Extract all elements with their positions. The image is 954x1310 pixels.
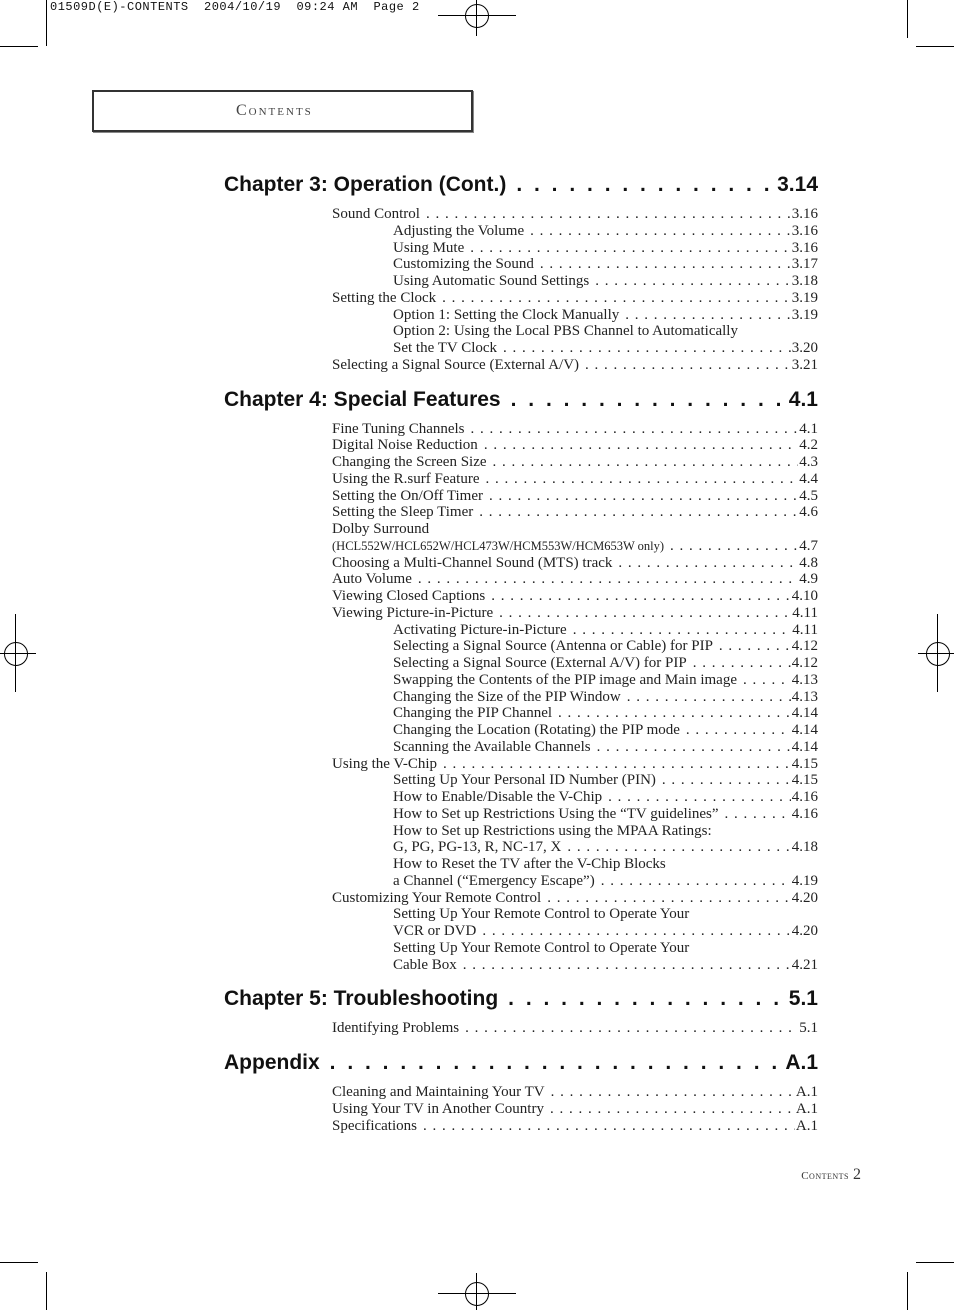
toc-entry[interactable] bbox=[224, 571, 818, 588]
toc-entry-page: 4.6 bbox=[799, 504, 818, 521]
toc-entry-page: A.1 bbox=[795, 1100, 818, 1117]
dot-leader bbox=[489, 488, 798, 505]
toc-entry-page: 4.12 bbox=[791, 655, 818, 671]
dot-leader bbox=[493, 454, 799, 471]
toc-entry-title: Option 2: Using the Local PBS Channel to Automatically bbox=[393, 323, 738, 340]
toc-entry-page: 3.21 bbox=[791, 356, 818, 373]
dot-leader bbox=[743, 672, 791, 689]
chapter-entries bbox=[224, 1020, 818, 1037]
dot-leader bbox=[547, 890, 791, 907]
toc-entry-page: 3.17 bbox=[791, 256, 818, 273]
toc-entry-title: Changing the Location (Rotating) the PIP mode bbox=[393, 722, 680, 738]
toc-entry[interactable] bbox=[224, 1084, 818, 1101]
toc-entry[interactable] bbox=[224, 756, 818, 773]
dot-leader bbox=[330, 1048, 784, 1078]
chapter-page-number: 3.14 bbox=[777, 173, 818, 196]
dot-leader bbox=[516, 170, 775, 200]
dot-leader bbox=[465, 1020, 798, 1037]
toc-entry-title: G, PG, PG-13, R, NC-17, X bbox=[393, 839, 562, 856]
toc-entry-page: 4.19 bbox=[791, 872, 818, 889]
toc-entry-title: Choosing a Multi-Channel Sound (MTS) track bbox=[332, 554, 613, 571]
toc-entry[interactable] bbox=[224, 421, 818, 438]
toc-entry-page: 4.14 bbox=[791, 705, 818, 722]
toc-entry-page: 4.13 bbox=[791, 688, 818, 705]
toc-entry[interactable] bbox=[224, 471, 818, 488]
dot-leader bbox=[567, 839, 790, 856]
toc-entry-title: Setting Up Your Remote Control to Operate Your bbox=[393, 906, 690, 923]
toc-entry-page: 4.11 bbox=[792, 621, 818, 638]
dot-leader bbox=[601, 873, 791, 890]
toc-entry[interactable] bbox=[224, 940, 818, 957]
dot-leader bbox=[491, 588, 790, 605]
toc-entry[interactable] bbox=[224, 240, 818, 257]
toc-entry-page: 3.20 bbox=[791, 340, 818, 356]
toc-entry-title: Setting the Sleep Timer bbox=[332, 504, 474, 521]
dot-leader bbox=[551, 1084, 795, 1101]
toc-entry-page: 4.14 bbox=[791, 738, 818, 755]
toc-entry[interactable] bbox=[224, 504, 818, 521]
toc-entry-title: VCR or DVD bbox=[393, 923, 477, 939]
toc-entry-title: Using the V-Chip bbox=[332, 755, 438, 772]
toc-entry-page: 3.19 bbox=[791, 306, 818, 323]
toc-entry[interactable] bbox=[224, 873, 818, 890]
toc-entry-title: Adjusting the Volume bbox=[393, 222, 525, 239]
toc-entry-page: 4.15 bbox=[791, 755, 818, 772]
toc-entry[interactable] bbox=[224, 340, 818, 357]
dot-leader bbox=[597, 739, 791, 756]
toc-entry[interactable] bbox=[224, 890, 818, 907]
toc-entry-title: Viewing Picture-in-Picture bbox=[332, 604, 494, 621]
dot-leader bbox=[719, 638, 791, 655]
dot-leader bbox=[550, 1101, 795, 1118]
toc-entry-title: Selecting a Signal Source (Antenna or Cable) for PIP bbox=[393, 638, 713, 655]
dot-leader bbox=[479, 504, 798, 521]
toc-entry[interactable] bbox=[224, 856, 818, 873]
chapter-heading[interactable] bbox=[224, 385, 818, 415]
toc-entry-title: Set the TV Clock bbox=[393, 340, 498, 356]
toc-entry-title: Using Your TV in Another Country bbox=[332, 1100, 544, 1117]
chapter-heading[interactable] bbox=[224, 984, 818, 1014]
dot-leader bbox=[499, 605, 791, 622]
table-of-contents bbox=[224, 170, 818, 1145]
toc-entry[interactable] bbox=[224, 622, 818, 639]
toc-entry-page: 4.12 bbox=[791, 638, 818, 655]
toc-entry[interactable] bbox=[224, 1101, 818, 1118]
dot-leader bbox=[670, 538, 798, 555]
dot-leader bbox=[418, 571, 798, 588]
toc-entry-page: 4.9 bbox=[799, 571, 818, 588]
dot-leader bbox=[442, 290, 791, 307]
toc-entry-page: 4.7 bbox=[799, 537, 818, 554]
toc-entry[interactable] bbox=[224, 906, 818, 923]
toc-entry[interactable] bbox=[224, 638, 818, 655]
toc-entry-page: 5.1 bbox=[799, 1020, 818, 1037]
dot-leader bbox=[558, 705, 791, 722]
toc-entry-page: 4.11 bbox=[792, 604, 818, 621]
toc-entry[interactable] bbox=[224, 488, 818, 505]
toc-entry[interactable] bbox=[224, 437, 818, 454]
toc-entry[interactable] bbox=[224, 357, 818, 374]
toc-entry[interactable] bbox=[224, 256, 818, 273]
chapter-title: Chapter 4: Special Features bbox=[224, 387, 501, 411]
toc-entry-page: 3.16 bbox=[791, 222, 818, 239]
toc-entry-title: How to Enable/Disable the V-Chip bbox=[393, 789, 603, 805]
toc-entry-title: Cable Box bbox=[393, 956, 457, 973]
toc-entry-title: Sound Control bbox=[332, 206, 420, 222]
dot-leader bbox=[595, 273, 790, 290]
toc-entry[interactable] bbox=[224, 705, 818, 722]
toc-entry-page: 4.2 bbox=[799, 437, 818, 454]
toc-entry[interactable] bbox=[224, 290, 818, 307]
toc-entry-title: Dolby Surround bbox=[332, 521, 430, 537]
toc-entry[interactable] bbox=[224, 1118, 818, 1135]
toc-entry-page: 3.18 bbox=[791, 273, 818, 289]
chapter-page-number: A.1 bbox=[785, 1051, 818, 1074]
dot-leader bbox=[530, 223, 791, 240]
toc-entry-page: 4.15 bbox=[791, 772, 818, 789]
toc-entry[interactable] bbox=[224, 722, 818, 739]
dot-leader bbox=[511, 385, 787, 415]
dot-leader bbox=[508, 984, 787, 1014]
toc-entry-title: Using the R.surf Feature bbox=[332, 470, 480, 487]
dot-leader bbox=[423, 1118, 795, 1135]
toc-entry-title: How to Set up Restrictions Using the “TV guidelines” bbox=[393, 805, 719, 822]
chapter-entries bbox=[224, 206, 818, 374]
toc-entry-page: 4.20 bbox=[791, 923, 818, 939]
dot-leader bbox=[662, 772, 791, 789]
toc-entry[interactable] bbox=[224, 538, 818, 555]
dot-leader bbox=[463, 957, 791, 974]
dot-leader bbox=[485, 471, 798, 488]
toc-entry[interactable] bbox=[224, 655, 818, 672]
chapter-title: Chapter 5: Troubleshooting bbox=[224, 987, 499, 1011]
toc-entry-title: Viewing Closed Captions bbox=[332, 588, 486, 604]
dot-leader bbox=[443, 756, 791, 773]
toc-entry[interactable] bbox=[224, 689, 818, 706]
dot-leader bbox=[426, 206, 791, 223]
toc-entry-title: Cleaning and Maintaining Your TV bbox=[332, 1084, 545, 1100]
toc-entry-title: Selecting a Signal Source (External A/V) for PIP bbox=[393, 655, 687, 671]
toc-entry-page: 4.20 bbox=[791, 889, 818, 906]
toc-entry-title: Changing the Screen Size bbox=[332, 454, 487, 470]
dot-leader bbox=[540, 256, 791, 273]
page-number: 2 bbox=[853, 1166, 861, 1183]
toc-entry[interactable] bbox=[224, 957, 818, 974]
dot-leader bbox=[686, 722, 791, 739]
toc-entry[interactable] bbox=[224, 789, 818, 806]
toc-entry-page: A.1 bbox=[795, 1117, 818, 1134]
dot-leader bbox=[618, 555, 798, 572]
dot-leader bbox=[625, 307, 791, 324]
toc-entry-title: How to Reset the TV after the V-Chip Blocks bbox=[393, 856, 666, 872]
toc-entry[interactable] bbox=[224, 454, 818, 471]
page-footer bbox=[801, 1166, 861, 1184]
toc-entry-page: 4.1 bbox=[799, 420, 818, 437]
toc-entry[interactable] bbox=[224, 307, 818, 324]
toc-entry[interactable] bbox=[224, 823, 818, 840]
toc-entry-title: Selecting a Signal Source (External A/V) bbox=[332, 356, 580, 373]
toc-entry[interactable] bbox=[224, 923, 818, 940]
chapter-page-number: 5.1 bbox=[788, 987, 818, 1011]
toc-entry-page: 4.8 bbox=[799, 554, 818, 571]
dot-leader bbox=[585, 357, 791, 374]
dot-leader bbox=[573, 622, 792, 639]
toc-entry-title: Setting Up Your Remote Control to Operate Your bbox=[393, 939, 690, 956]
toc-entry-page: 4.13 bbox=[791, 671, 818, 688]
toc-entry-title: Setting Up Your Personal ID Number (PIN) bbox=[393, 772, 656, 789]
toc-entry[interactable] bbox=[224, 521, 818, 538]
toc-entry-title: a Channel (“Emergency Escape”) bbox=[393, 872, 595, 889]
chapter-entries bbox=[224, 1084, 818, 1134]
chapter-title: Chapter 3: Operation (Cont.) bbox=[224, 173, 507, 196]
toc-entry-title: Setting the Clock bbox=[332, 289, 437, 306]
toc-entry[interactable] bbox=[224, 672, 818, 689]
chapter-page-number: 4.1 bbox=[788, 387, 818, 411]
toc-entry[interactable] bbox=[224, 323, 818, 340]
printer-slug: 01509D(E)-CONTENTS 2004/10/19 09:24 AM Page 2 bbox=[50, 0, 420, 14]
toc-entry-title: Activating Picture-in-Picture bbox=[393, 621, 567, 638]
toc-entry[interactable] bbox=[224, 605, 818, 622]
toc-entry-page: 3.16 bbox=[791, 239, 818, 256]
dot-leader bbox=[482, 923, 790, 940]
toc-entry[interactable] bbox=[224, 206, 818, 223]
toc-entry-page: 3.16 bbox=[791, 206, 818, 222]
toc-entry-title: Using Automatic Sound Settings bbox=[393, 273, 590, 289]
toc-entry-page: 3.19 bbox=[791, 289, 818, 306]
dot-leader bbox=[470, 240, 791, 257]
chapter-heading[interactable] bbox=[224, 1048, 818, 1078]
dot-leader bbox=[627, 689, 791, 706]
toc-entry-title: Changing the PIP Channel bbox=[393, 705, 553, 722]
toc-entry-title: Option 1: Setting the Clock Manually bbox=[393, 306, 620, 323]
toc-entry-page: 4.3 bbox=[799, 454, 818, 470]
dot-leader bbox=[693, 655, 791, 672]
toc-entry-title: Identifying Problems bbox=[332, 1020, 460, 1037]
toc-entry-page: 4.18 bbox=[791, 839, 818, 856]
toc-entry-title: Scanning the Available Channels bbox=[393, 738, 591, 755]
toc-entry-page: 4.16 bbox=[791, 789, 818, 805]
footer-label: Contents bbox=[801, 1170, 849, 1182]
toc-entry-page: 4.4 bbox=[799, 470, 818, 487]
toc-entry[interactable] bbox=[224, 555, 818, 572]
toc-entry-title: Using Mute bbox=[393, 239, 465, 256]
toc-entry[interactable] bbox=[224, 223, 818, 240]
toc-entry[interactable] bbox=[224, 1020, 818, 1037]
toc-entry-title: Customizing Your Remote Control bbox=[332, 889, 542, 906]
dot-leader bbox=[725, 806, 791, 823]
dot-leader bbox=[608, 789, 791, 806]
toc-entry-title: Customizing the Sound bbox=[393, 256, 534, 273]
toc-entry-page: A.1 bbox=[795, 1084, 818, 1100]
contents-header-label: Contents bbox=[236, 102, 313, 119]
toc-entry[interactable] bbox=[224, 772, 818, 789]
toc-entry-title: Changing the Size of the PIP Window bbox=[393, 688, 621, 705]
contents-header-box bbox=[92, 90, 473, 132]
toc-entry-title: How to Set up Restrictions using the MPAA Ratings: bbox=[393, 822, 712, 839]
toc-entry-title: Digital Noise Reduction bbox=[332, 437, 478, 454]
chapter-entries bbox=[224, 421, 818, 974]
toc-entry-title: Setting the On/Off Timer bbox=[332, 487, 483, 504]
toc-entry-page: 4.5 bbox=[799, 487, 818, 504]
chapter-title: Appendix bbox=[224, 1051, 320, 1074]
toc-entry[interactable] bbox=[224, 839, 818, 856]
dot-leader bbox=[503, 340, 791, 357]
dot-leader bbox=[471, 421, 799, 438]
toc-entry-page: 4.14 bbox=[791, 722, 818, 738]
toc-entry-title: Swapping the Contents of the PIP image and Main image bbox=[393, 671, 737, 688]
toc-entry-title: (HCL552W/HCL652W/HCL473W/HCM553W/HCM653W only) bbox=[332, 538, 665, 553]
chapter-heading[interactable] bbox=[224, 170, 818, 200]
toc-entry[interactable] bbox=[224, 588, 818, 605]
toc-entry-page: 4.21 bbox=[791, 956, 818, 973]
toc-entry[interactable] bbox=[224, 739, 818, 756]
toc-entry-title: Specifications bbox=[332, 1117, 417, 1134]
toc-entry-page: 4.10 bbox=[791, 588, 818, 604]
toc-entry[interactable] bbox=[224, 806, 818, 823]
toc-entry-title: Fine Tuning Channels bbox=[332, 420, 465, 437]
toc-entry[interactable] bbox=[224, 273, 818, 290]
toc-entry-page: 4.16 bbox=[791, 805, 818, 822]
toc-entry-title: Auto Volume bbox=[332, 571, 412, 588]
dot-leader bbox=[484, 437, 798, 454]
